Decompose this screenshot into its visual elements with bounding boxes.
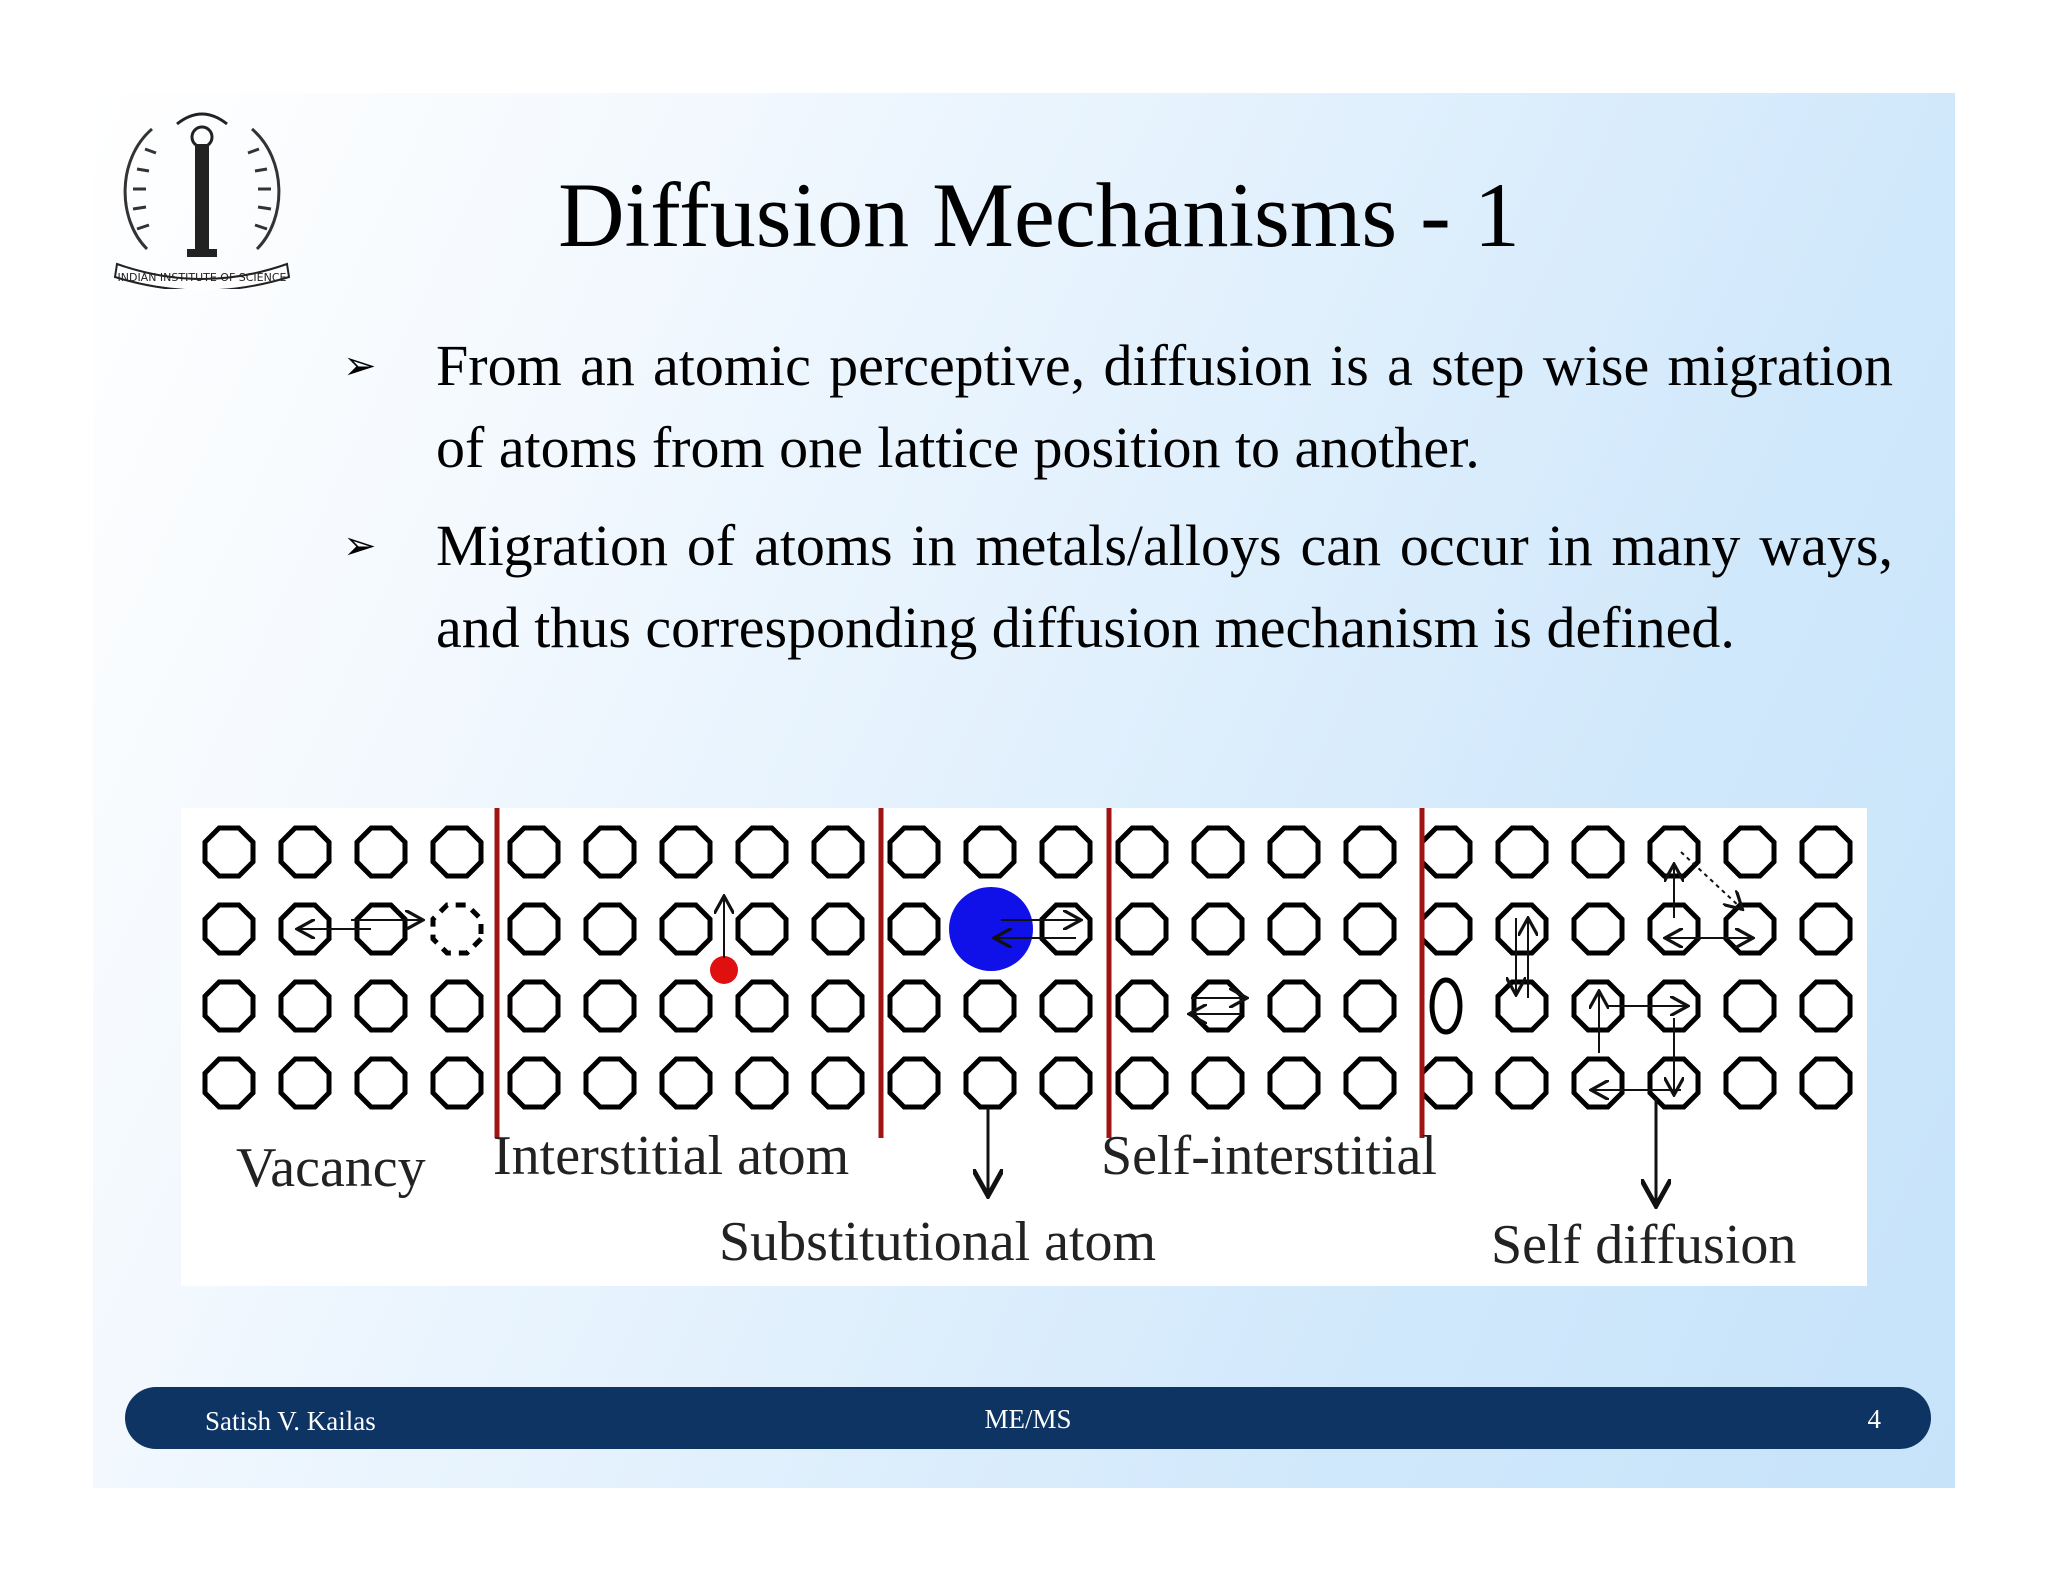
lattice-atom [814,1059,862,1107]
lattice-atom [1042,905,1090,953]
diffusion-mechanisms-figure [181,808,1867,1286]
interstitial-atom [710,956,738,984]
lattice-atom [1802,828,1850,876]
lattice-atom [510,1059,558,1107]
label-vacancy: Vacancy [236,1137,426,1199]
lattice-atom [510,905,558,953]
lattice-atom [1194,828,1242,876]
lattice-atom [1042,828,1090,876]
lattice-atom [814,905,862,953]
lattice-atom [510,828,558,876]
bullet-text: From an atomic perceptive, diffusion is a step wise migration of atoms from one lattice position to another. [436,333,1893,480]
lattice-atom [1194,905,1242,953]
lattice-atom [586,1059,634,1107]
lattice-atom [1574,1059,1622,1107]
lattice-atom [1118,905,1166,953]
lattice-atom [1346,905,1394,953]
bullet-list [253,325,1893,685]
lattice-atom [1194,1059,1242,1107]
lattice-atom [1574,905,1622,953]
footer-course: ME/MS [984,1404,1072,1434]
lattice-atom [1194,982,1242,1030]
lattice-atom [433,828,481,876]
lattice-atom [662,1059,710,1107]
bullet-item [253,505,1893,669]
label-substitutional-atom: Substitutional atom [719,1211,1157,1273]
label-self-interstitial: Self-interstitial [1101,1125,1437,1187]
footer-author: Satish V. Kailas [205,1406,376,1436]
lattice-atom [1346,982,1394,1030]
lattice-atom [966,828,1014,876]
lattice-atom [1422,905,1470,953]
lattice-atom [433,1059,481,1107]
lattice-atom [1726,905,1774,953]
lattice-atom [738,828,786,876]
slide-title: Diffusion Mechanisms - 1 [558,164,1520,266]
lattice-atom [205,905,253,953]
lattice-atom [1042,982,1090,1030]
lattice-atom [205,982,253,1030]
lattice-atom [281,982,329,1030]
lattice-atom [281,828,329,876]
bullet-text: Migration of atoms in metals/alloys can occur in many ways, and thus corresponding diffusion mechanism is defined. [436,513,1893,660]
lattice-atom [1118,982,1166,1030]
lattice-atom [1802,982,1850,1030]
lattice-atom [662,905,710,953]
lattice-atom [1726,1059,1774,1107]
lattice-atom [357,828,405,876]
lattice-atom [1802,905,1850,953]
substitutional-atom [949,887,1033,971]
lattice-atom [586,828,634,876]
migration-arrow [1681,852,1741,908]
lattice-atom [357,982,405,1030]
label-interstitial-atom: Interstitial atom [493,1125,850,1187]
lattice-atom [814,828,862,876]
lattice-atom [662,828,710,876]
lattice-atom [586,982,634,1030]
footer-bar [125,1387,1931,1449]
lattice-atom [890,1059,938,1107]
lattice-atom [1118,828,1166,876]
lattice-atom [1498,905,1546,953]
lattice-atom [1270,905,1318,953]
lattice-atom [205,828,253,876]
lattice-atom [966,1059,1014,1107]
lattice-atom [814,982,862,1030]
lattice-atom [586,905,634,953]
lattice-atom [1802,1059,1850,1107]
lattice-atom [738,905,786,953]
lattice-atom [1498,828,1546,876]
lattice-atom [1498,982,1546,1030]
lattice-atom [1270,828,1318,876]
lattice-atom [1042,1059,1090,1107]
lattice-atom [1574,828,1622,876]
lattice-atom [1118,1059,1166,1107]
lattice-atom [357,1059,405,1107]
arrow-bullet-icon: ➢ [343,523,377,569]
lattice-atom [1726,982,1774,1030]
lattice-atom [1346,828,1394,876]
page-number: 4 [1867,1404,1881,1434]
lattice-atom [510,982,558,1030]
lattice-atom [890,905,938,953]
slide [93,93,1955,1488]
lattice-atom [738,1059,786,1107]
lattice-atom [1422,828,1470,876]
lattice-atom [1726,828,1774,876]
bullet-item [253,325,1893,489]
lattice-atom [1346,1059,1394,1107]
lattice-atom [433,905,481,953]
lattice-atom [1422,1059,1470,1107]
lattice-atom [662,982,710,1030]
label-self-diffusion: Self diffusion [1491,1214,1797,1276]
lattice-atom [890,828,938,876]
lattice-atom [966,982,1014,1030]
lattice-atom [1498,1059,1546,1107]
lattice-atom [1432,980,1460,1032]
logo-text: INDIAN INSTITUTE OF SCIENCE [117,271,287,284]
lattice-atom [1270,982,1318,1030]
lattice-atom [1270,1059,1318,1107]
lattice-atom [890,982,938,1030]
lattice-atom [205,1059,253,1107]
lattice-atom [281,1059,329,1107]
lattice-atom [738,982,786,1030]
lattice-atom [433,982,481,1030]
arrow-bullet-icon: ➢ [343,343,377,389]
